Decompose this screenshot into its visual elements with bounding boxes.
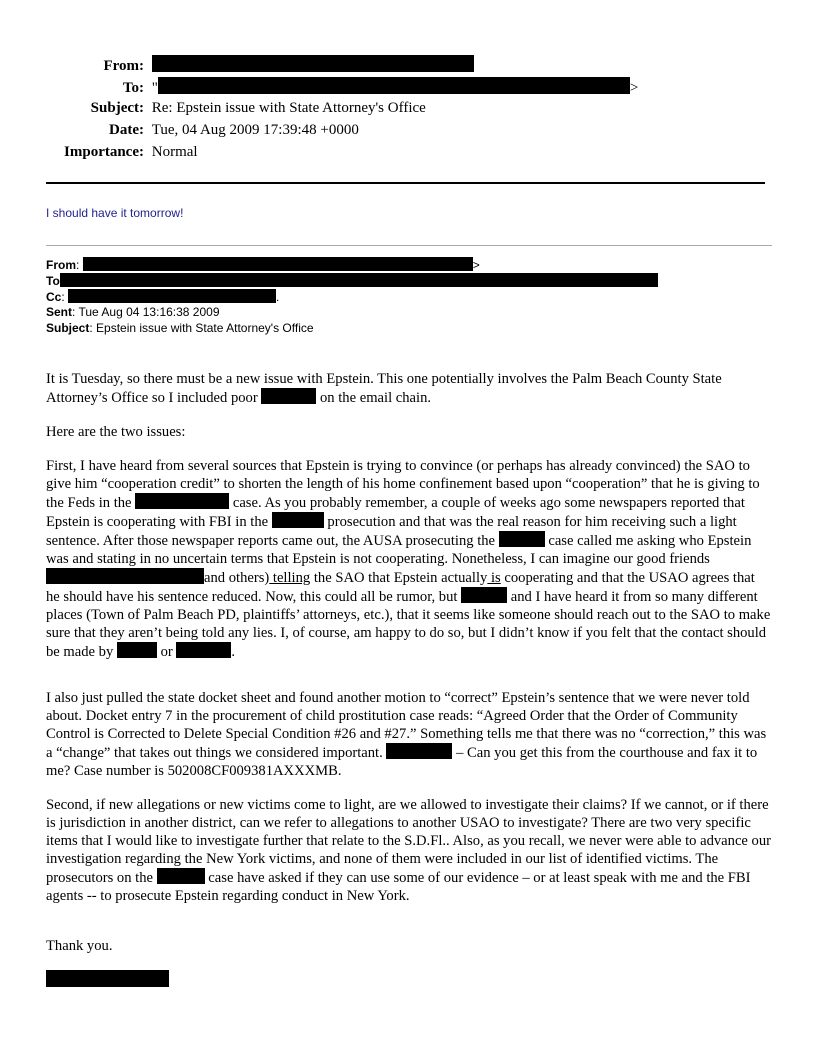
redaction-p3-5 (461, 587, 507, 603)
redaction-to (158, 77, 630, 94)
quoted-divider (46, 245, 772, 246)
redaction-fw-from (83, 257, 473, 271)
header-subject-value: Re: Epstein issue with State Attorney's Office (151, 100, 426, 116)
header-importance-row (46, 143, 198, 161)
fw-cc-suffix: . (276, 290, 280, 304)
p3-text-e: and others) (204, 570, 270, 586)
p3-text-j: and I have heard it from so many different places (Town of Palm Beach PD, plaintiffs’ attorneys, etc.), that it seems like someone should reach out to the SAO to make sure that they aren’t being told any lies. I, of course, am happy to do so, but I didn’t know if you felt that the contact should be made by (46, 589, 771, 660)
fw-from-suffix: > (472, 258, 480, 272)
fw-subject-row (46, 321, 314, 336)
fw-subject-colon: : (89, 321, 93, 335)
header-importance-value: Normal (151, 144, 198, 160)
header-importance-label: Importance: (64, 144, 144, 160)
p1-text-a: It is Tuesday, so there must be a new issue with Epstein. This one potentially involves the Palm Beach County State Attorney’s Office so I included poor (46, 371, 722, 406)
header-from-row (46, 55, 474, 75)
header-from-label: From: (103, 58, 144, 74)
fw-cc-row (46, 289, 279, 305)
p5-text-b: case have asked if they can use some of our evidence – or at least speak with me and the FBI agents -- to prosecute Epstein regarding conduct in New York. (46, 870, 751, 904)
p3-text-l: . (231, 644, 236, 660)
fw-sent-label: Sent (46, 305, 73, 319)
header-date-value: Tue, 04 Aug 2009 17:39:48 +0000 (151, 122, 359, 138)
fw-to-row (46, 273, 658, 289)
redaction-p5 (157, 868, 205, 884)
fw-cc-colon: : (61, 290, 65, 304)
p6-text: Thank you. (46, 938, 113, 954)
fw-sent-value: Tue Aug 04 13:16:38 2009 (78, 305, 220, 319)
redaction-p3-4 (46, 568, 204, 584)
p3-text-d: case called me asking who Epstein was and stating in no uncertain terms that Epstein is not cooperating. Nonetheless, I can imagine our good friends (46, 533, 752, 567)
p3-text-b: case. As you probably remember, a couple of weeks ago some newspapers reported that Epstein is cooperating with FBI in the (46, 495, 745, 530)
header-date-row (46, 121, 359, 139)
fw-subject-label: Subject (46, 321, 90, 335)
redaction-p3-6 (117, 642, 157, 658)
redaction-p4 (386, 743, 452, 759)
p5-text-a: Second, if new allegations or new victims come to light, are we allowed to investigate their claims? If we cannot, or if there is jurisdiction in another district, can we refer to allegations to another USAO to investigate? There are two very specific items that I would like to investigate further that relate to the S.D.Fl.. Also, as you recall, we never were able to advance our investigation regarding the New York victims, and none of them were included in our list of identified victims. The prosecutors on the (46, 797, 772, 886)
reply-text: I should have it tomorrow! (46, 206, 184, 220)
redaction-fw-to (60, 273, 658, 287)
p4-text-a: I also just pulled the state docket sheet and found another motion to “correct” Epstein’s sentence that we were never told about. Docket entry 7 in the procurement of child prostitution case reads: “Agreed Order that the Order of Community Control is Corrected to Delete Special Condition #26 and #27.” Something tells me that there was no “correction,” this was a “change” that takes out things we considered important. (46, 690, 767, 761)
body-paragraph-6 (46, 937, 772, 955)
fw-subject-value: Epstein issue with State Attorney's Office (96, 321, 314, 335)
fw-from-label: From (46, 258, 76, 272)
p3-text-g: the SAO that Epstein actually (310, 570, 488, 586)
p3-text-i: cooperating and that the USAO agrees that he should have his sentence reduced. Now, this could all be rumor, but (46, 570, 755, 605)
header-to-prefix: " (151, 80, 158, 96)
body-paragraph-4 (46, 689, 772, 780)
fw-from-colon: : (76, 258, 80, 272)
fw-sent-row (46, 305, 220, 320)
header-to-suffix: > (629, 80, 639, 96)
header-to-label: To: (122, 80, 144, 96)
header-subject-label: Subject: (90, 100, 144, 116)
header-divider (46, 182, 765, 184)
body-paragraph-5 (46, 796, 772, 905)
header-subject-row (46, 99, 426, 117)
body-paragraph-1 (46, 370, 772, 407)
p4-text-b: – Can you get this from the courthouse and fax it to me? Case number is 502008CF009381AXXXMB. (46, 745, 758, 779)
fw-from-row (46, 257, 480, 273)
redaction-from (152, 55, 474, 72)
fw-sent-colon: : (72, 305, 76, 319)
p3-text-h: is (487, 570, 501, 586)
fw-to-label: To (46, 274, 60, 288)
fw-cc-label: Cc (46, 290, 62, 304)
p3-text-c: prosecution and that was the real reason for him receiving such a light sentence. After those newspaper reports came out, the AUSA prosecuting the (46, 514, 737, 549)
p2-text: Here are the two issues: (46, 424, 186, 440)
body-paragraph-3 (46, 457, 772, 661)
redaction-fw-cc (68, 289, 276, 303)
redaction-p3-1 (135, 493, 229, 509)
p1-text-b: on the email chain. (316, 390, 432, 406)
p3-text-f: telling (269, 570, 311, 586)
p3-text-k: or (156, 644, 177, 660)
body-paragraph-2 (46, 423, 772, 441)
p3-text-a: First, I have heard from several sources that Epstein is trying to convince (or perhaps has already convinced) the SAO to give him “cooperation credit” to shorten the length of his home confinement based upon “cooperation” that he is giving to the Feds in the (46, 458, 760, 511)
redaction-p3-7 (176, 642, 231, 658)
header-to-row (46, 77, 638, 97)
header-date-label: Date: (109, 122, 144, 138)
redaction-signature (46, 970, 169, 987)
redaction-p3-2 (272, 512, 324, 528)
redaction-p3-3 (499, 531, 545, 547)
redaction-p1 (261, 388, 316, 404)
